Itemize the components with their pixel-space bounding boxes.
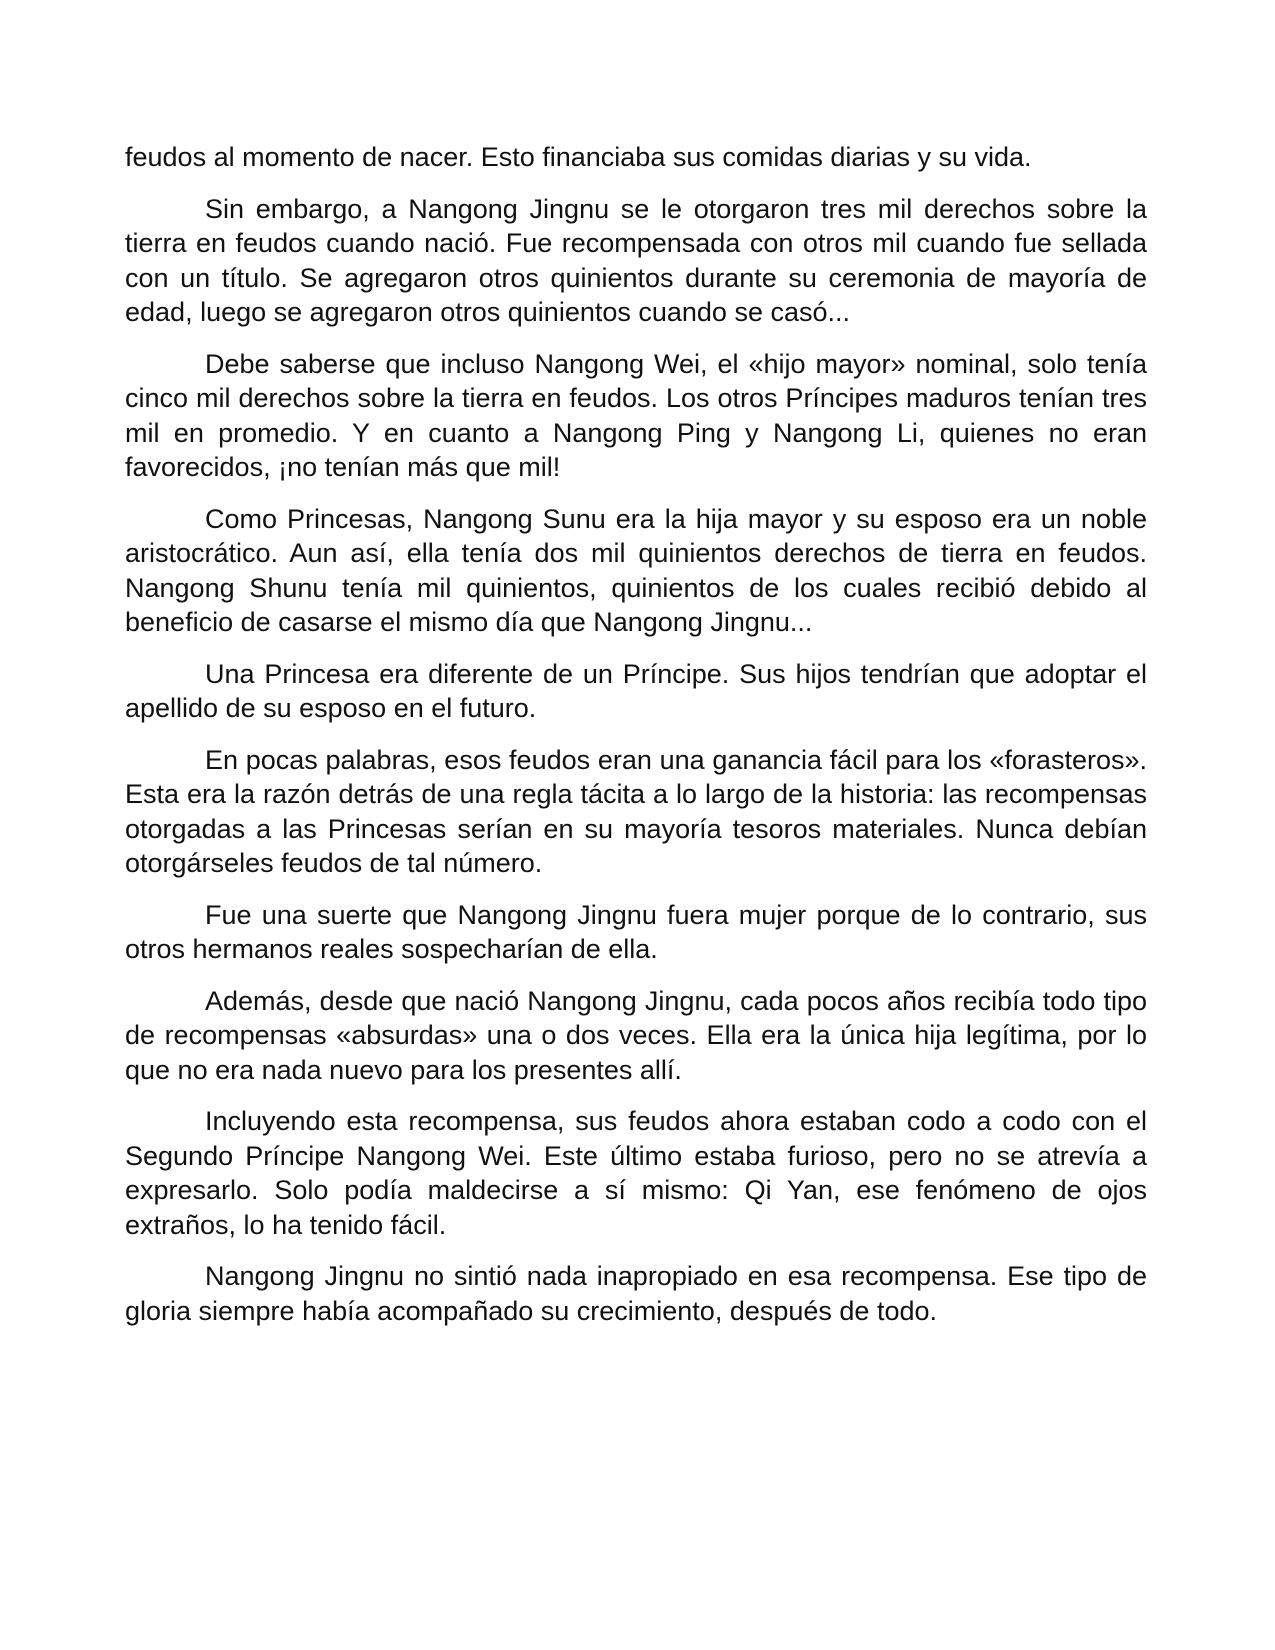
paragraph-8: Además, desde que nació Nangong Jingnu, cada pocos años recibía todo tipo de recompensas «absurdas» una o dos veces. Ella era la única hija legítima, por lo que no era nada nuevo para los presentes allí. xyxy=(125,985,1147,1085)
paragraph-2: Sin embargo, a Nangong Jingnu se le otorgaron tres mil derechos sobre la tierra en feudos cuando nació. Fue recompensada con otros mil cuando fue sellada con un título. Se agregaron otros quinientos durante su ceremonia de mayoría de edad, luego se agregaron otros quinientos cuando se casó... xyxy=(125,193,1147,327)
paragraph-10: Nangong Jingnu no sintió nada inapropiado en esa recompensa. Ese tipo de gloria siempre había acompañado su crecimiento, después de todo. xyxy=(125,1261,1147,1326)
paragraph-5: Una Princesa era diferente de un Príncipe. Sus hijos tendrían que adoptar el apellido de su esposo en el futuro. xyxy=(125,658,1147,723)
paragraph-7: Fue una suerte que Nangong Jingnu fuera mujer porque de lo contrario, sus otros hermanos reales sospecharían de ella. xyxy=(125,899,1147,964)
document-page xyxy=(125,140,1147,1345)
paragraph-6: En pocas palabras, esos feudos eran una ganancia fácil para los «forasteros». Esta era la razón detrás de una regla tácita a lo largo de la historia: las recompensas otorgadas a las Princesas serían en su mayoría tesoros materiales. Nunca debían otorgárseles feudos de tal número. xyxy=(125,744,1147,878)
paragraph-1: feudos al momento de nacer. Esto financiaba sus comidas diarias y su vida. xyxy=(125,142,1032,172)
paragraph-9: Incluyendo esta recompensa, sus feudos ahora estaban codo a codo con el Segundo Príncipe Nangong Wei. Este último estaba furioso, pero no se atrevía a expresarlo. Solo podía maldecirse a sí mismo: Qi Yan, ese fenómeno de ojos extraños, lo ha tenido fácil. xyxy=(125,1106,1147,1240)
paragraph-4: Como Princesas, Nangong Sunu era la hija mayor y su esposo era un noble aristocrático. Aun así, ella tenía dos mil quinientos derechos de tierra en feudos. Nangong Shunu tenía mil quinientos, quinientos de los cuales recibió debido al beneficio de casarse el mismo día que Nangong Jingnu... xyxy=(125,503,1147,637)
paragraph-3: Debe saberse que incluso Nangong Wei, el «hijo mayor» nominal, solo tenía cinco mil derechos sobre la tierra en feudos. Los otros Príncipes maduros tenían tres mil en promedio. Y en cuanto a Nangong Ping y Nangong Li, quienes no eran favorecidos, ¡no tenían más que mil! xyxy=(125,348,1147,482)
